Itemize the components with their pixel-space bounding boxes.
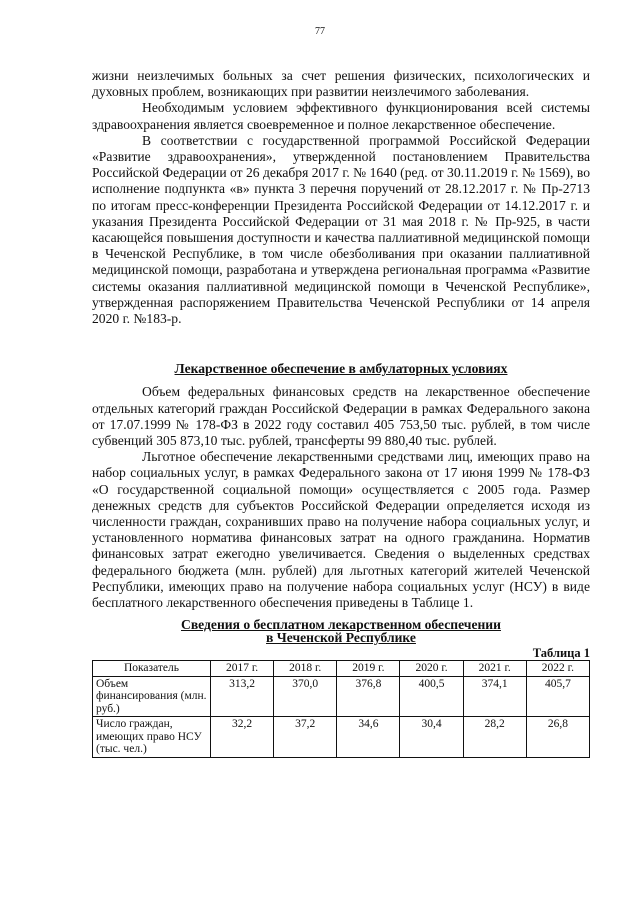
table-header-cell: 2021 г.	[463, 661, 526, 677]
paragraph-continuation: жизни неизлечимых больных за счет решения физических, психологических и духовных проблем, возникающих при развитии неизлечимого заболевания.	[92, 68, 590, 100]
table-cell: 37,2	[274, 717, 337, 758]
table-cell: 313,2	[211, 676, 274, 717]
paragraph-regional-program: В соответствии с государственной программой Российской Федерации «Развитие здравоохранения», утвержденной постановлением Правительства Российской Федерации от 26 декабря 2017 г. № 1640 (ред. от 30.11.2019 г. № 1569), во исполнение подпункта «в» пункта 3 перечня поручений от 28.12.2017 г. № Пр-2713 по итогам пресс-конференции Президента Российской Федерации от 14.12.2017 г. и указания Президента Российской Федерации от 31 мая 2018 г. № Пр-925, в части касающейся повышения доступности и качества паллиативной медицинской помощи в Чеченской Республике, в том числе обезболивания при оказании паллиативной медицинской помощи, разработана и утверждена региональная программа «Развитие системы оказания паллиативной медицинской помощи в Чеченской Республике», утвержденная распоряжением Правительства Чеченской Республики от 14 апреля 2020 г. №183-р.	[92, 132, 590, 327]
table-cell: 374,1	[463, 676, 526, 717]
table-title-line-1: Сведения о бесплатном лекарственном обеспечении	[181, 617, 501, 633]
table-row	[93, 676, 590, 717]
table-title-line-2: в Чеченской Республике	[266, 630, 416, 646]
table-row-label: Объем финансирования (млн. руб.)	[93, 676, 211, 717]
drug-provision-table	[92, 660, 590, 758]
table-title	[92, 618, 590, 644]
table-row	[93, 717, 590, 758]
table-cell: 32,2	[211, 717, 274, 758]
paragraph-social-services: Льготное обеспечение лекарственными средствами лиц, имеющих право на набор социальных услуг, в рамках Федерального закона от 17 июня 1999 № 178-ФЗ «О государственной социальной помощи» осуществляется с 2005 года. Размер денежных средств для субъектов Российской Федерации определяется исходя из численности граждан, сохранивших право на получение набора социальных услуг, и установленного норматива финансовых затрат на одного гражданина. Норматив финансовых затрат ежегодно увеличивается. Сведения о выделенных средствах федерального бюджета (млн. рублей) для льготных категорий жителей Чеченской Республики, имеющих право на получение набора социальных услуг (НСУ) в виде бесплатного лекарственного обеспечения приведены в Таблице 1.	[92, 449, 590, 611]
table-header-cell: 2022 г.	[526, 661, 589, 677]
table-row-label: Число граждан, имеющих право НСУ (тыс. чел.)	[93, 717, 211, 758]
section-heading: Лекарственное обеспечение в амбулаторных условиях	[174, 361, 508, 377]
table-cell: 30,4	[400, 717, 463, 758]
document-body	[92, 68, 590, 758]
table-cell: 376,8	[337, 676, 400, 717]
table-header-row	[93, 661, 590, 677]
table-cell: 400,5	[400, 676, 463, 717]
table-cell: 34,6	[337, 717, 400, 758]
paragraph-federal-funding: Объем федеральных финансовых средств на лекарственное обеспечение отдельных категорий граждан Российской Федерации в рамках Федерального закона от 17.07.1999 № 178-ФЗ в 2022 году составил 405 753,50 тыс. рублей, в том числе субвенций 305 873,10 тыс. рублей, трансферты 99 880,40 тыс. рублей.	[92, 384, 590, 449]
page-number: 77	[315, 26, 325, 37]
table-header-cell: Показатель	[93, 661, 211, 677]
table-label: Таблица 1	[532, 646, 590, 661]
table-cell: 370,0	[274, 676, 337, 717]
table-header-cell: 2018 г.	[274, 661, 337, 677]
paragraph-drug-provision-condition: Необходимым условием эффективного функционирования всей системы здравоохранения является своевременное и полное лекарственное обеспечение.	[92, 100, 590, 132]
table-header-cell: 2020 г.	[400, 661, 463, 677]
table-cell: 26,8	[526, 717, 589, 758]
table-header-cell: 2017 г.	[211, 661, 274, 677]
table-cell: 28,2	[463, 717, 526, 758]
table-cell: 405,7	[526, 676, 589, 717]
table-header-cell: 2019 г.	[337, 661, 400, 677]
